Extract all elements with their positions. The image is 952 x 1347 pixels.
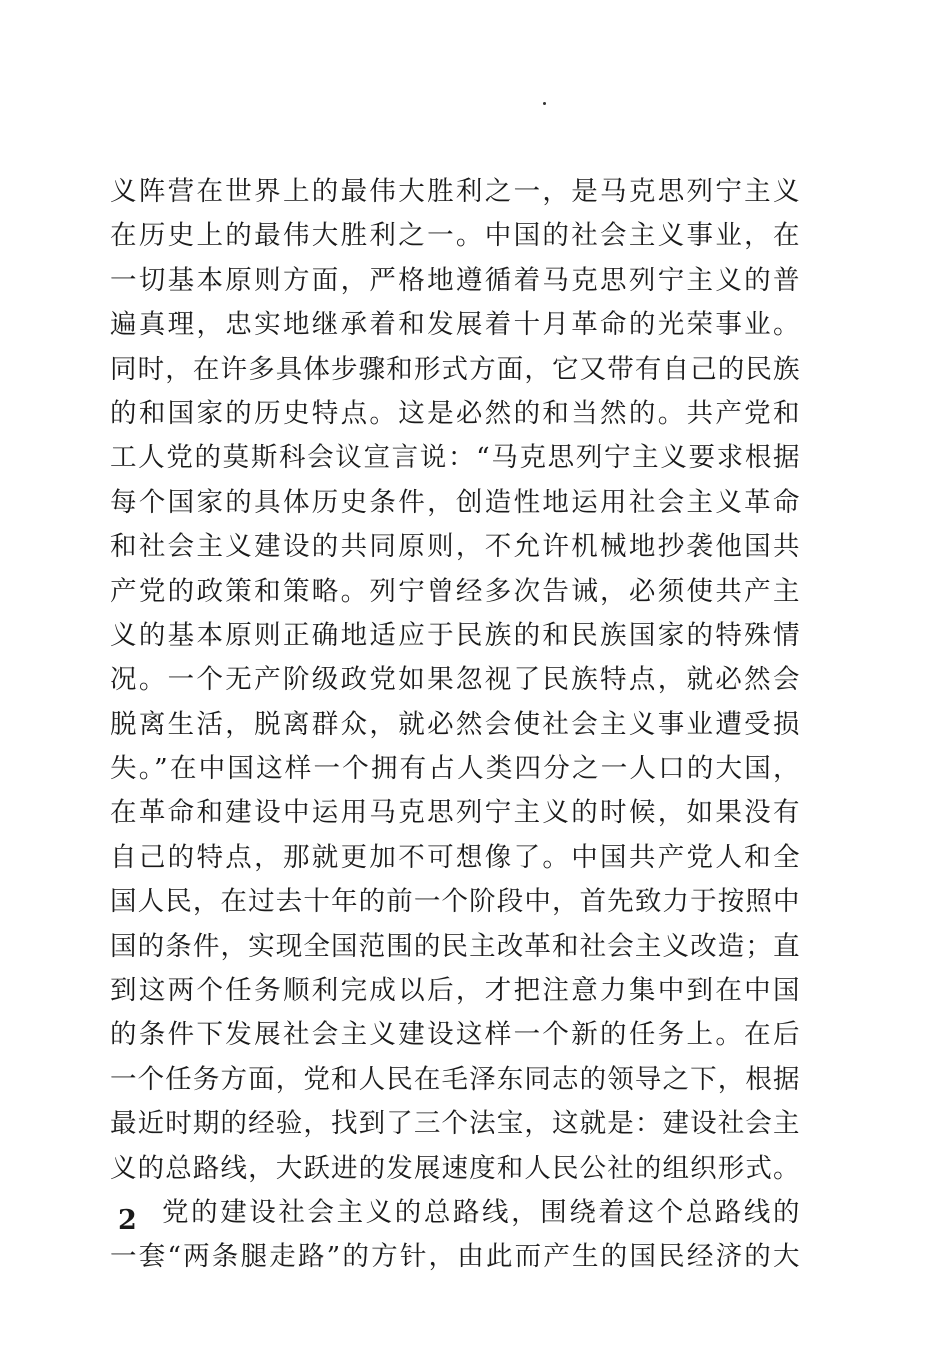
text-line: 脱离生活，脱离群众，就必然会使社会主义事业遭受损 [110,708,800,740]
text-line: 义阵营在世界上的最伟大胜利之一，是马克思列宁主义 [110,176,800,207]
text-line: 产党的政策和策略。列宁曾经多次告诫，必须使共产主 [110,575,800,607]
text-line: 一切基本原则方面，严格地遵循着马克思列宁主义的普 [110,264,800,296]
text-line: 一个任务方面，党和人民在毛泽东同志的领导之下，根据 [110,1063,800,1095]
text-line: 最近时期的经验，找到了三个法宝，这就是：建设社会主 [110,1108,800,1140]
text-line: 工人党的莫斯科会议宣言说：“马克思列宁主义要求根据 [110,442,800,474]
page-number: 2 [118,1205,137,1236]
text-line: 在历史上的最伟大胜利之一。中国的社会主义事业，在 [110,220,800,252]
text-line: 遍真理，忠实地继承着和发展着十月革命的光荣事业。 [110,309,800,341]
text-line: 自己的特点，那就更加不可想像了。中国共产党人和全 [110,841,800,873]
text-line: 在革命和建设中运用马克思列宁主义的时候，如果没有 [110,797,800,829]
text-line: 失。”在中国这样一个拥有占人类四分之一人口的大国， [110,753,800,785]
text-line: 义的基本原则正确地适应于民族的和民族国家的特殊情 [110,619,800,651]
paragraph-start-line: 党的建设社会主义的总路线，围绕着这个总路线的 [162,1196,800,1228]
text-line: 到这两个任务顺利完成以后，才把注意力集中到在中国 [110,975,800,1007]
text-line: 国的条件，实现全国范围的民主改革和社会主义改造；直 [110,930,800,962]
text-line: 况。一个无产阶级政党如果忽视了民族特点，就必然会 [110,664,800,696]
text-line: 和社会主义建设的共同原则，不允许机械地抄袭他国共 [110,531,800,563]
text-line: 的条件下发展社会主义建设这样一个新的任务上。在后 [110,1019,800,1051]
text-line: 的和国家的历史特点。这是必然的和当然的。共产党和 [110,397,800,429]
text-line: 每个国家的具体历史条件，创造性地运用社会主义革命 [110,486,800,518]
text-line: 国人民，在过去十年的前一个阶段中，首先致力于按照中 [110,886,800,918]
text-line: 同时，在许多具体步骤和形式方面，它又带有自己的民族 [110,353,800,385]
scan-speck [543,102,546,105]
text-line: 义的总路线，大跃进的发展速度和人民公社的组织形式。 [110,1152,800,1184]
text-line: 一套“两条腿走路”的方针，由此而产生的国民经济的大 [110,1241,800,1273]
body-text [110,170,800,1280]
